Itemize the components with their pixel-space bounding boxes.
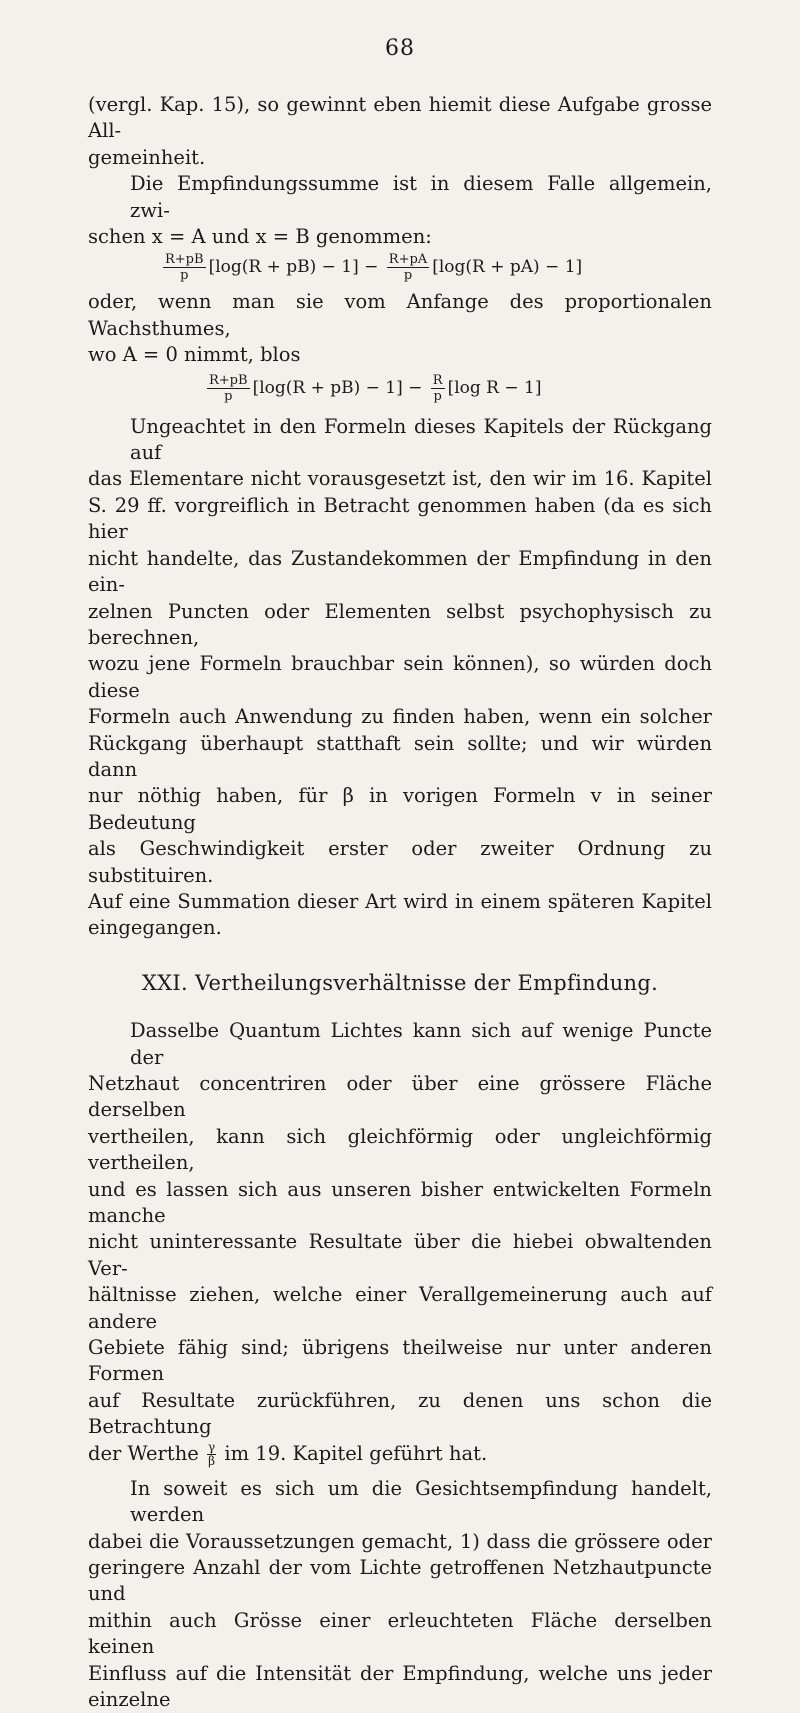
text-line: Ungeachtet in den Formeln dieses Kapitels der Rückgang auf [130,414,712,465]
fraction-denominator: p [433,388,442,404]
fraction [207,1441,216,1468]
page-body [88,92,712,1713]
fraction-denominator: p [224,388,233,404]
text-line: Netzhaut concentriren oder über eine grössere Fläche derselben [88,1072,712,1122]
fraction [207,373,250,404]
fraction-numerator: R+pB [209,372,248,388]
text-line: Dasselbe Quantum Lichtes kann sich auf wenige Puncte der [130,1019,712,1069]
text-line: nicht uninteressante Resultate über die hiebei obwaltenden Ver- [88,1230,712,1280]
text-line: Gebiete fähig sind; übrigens theilweise nur unter anderen Formen [88,1336,712,1386]
fraction [387,252,429,283]
fraction-denominator: p [180,268,189,284]
text-line: nur nöthig haben, für β in vorigen Formeln v in seiner Bedeutung [88,784,712,834]
text-fragment: im 19. Kapitel geführt hat. [224,1441,488,1465]
text-line: S. 29 ff. vorgreiflich in Betracht genommen haben (da es sich hier [88,493,712,544]
text-line: mithin auch Grösse einer erleuchteten Fläche derselben keinen [88,1608,712,1659]
text-line: vertheilen, kann sich gleichförmig oder ungleichförmig vertheilen, [88,1124,712,1175]
text-line: das Elementare nicht vorausgesetzt ist, den wir im 16. Kapitel [88,467,712,491]
page-number: 68 [385,36,415,61]
text-line: gemeinheit. [88,145,206,169]
formula-term: [log(R + pB) − 1] − [208,257,379,278]
fraction-denominator: p [403,268,413,284]
text-line: dabei die Voraussetzungen gemacht, 1) dass die grössere oder [88,1529,712,1553]
text-line: als Geschwindigkeit erster oder zweiter Ordnung zu substituiren. [88,837,712,887]
text-line: eingegangen. [88,916,222,940]
text-line: auf Resultate zurückführen, zu denen uns schon die Betrachtung [88,1388,712,1439]
formula-sum-general [88,252,712,283]
text-line: Formeln auch Anwendung zu finden haben, wenn ein solcher [88,705,712,729]
fraction-numerator: R+pA [388,252,428,268]
text-line-with-fraction [88,1441,712,1468]
text-line: zelnen Puncten oder Elementen selbst psychophysisch zu berechnen, [88,599,712,649]
text-line: nicht handelte, das Zustandekommen der Empfindung in den ein- [88,546,712,597]
text-line: Auf eine Summation dieser Art wird in einem späteren Kapitel [88,889,712,913]
fraction-numerator: R+pB [165,252,204,268]
chapter-heading: XXI. Vertheilungsverhältnisse der Empfindung. [141,970,659,995]
text-line: (vergl. Kap. 15), so gewinnt eben hiemit diese Aufgabe grosse All- [88,93,712,143]
text-line: Einfluss auf die Intensität der Empfindung, welche uns jeder einzelne [88,1661,712,1711]
text-line: wozu jene Formeln brauchbar sein können), so würden doch diese [88,652,712,702]
fraction [431,373,445,404]
text-line: In soweit es sich um die Gesichtsempfindung handelt, werden [130,1476,712,1527]
text-line: geringere Anzahl der vom Lichte getroffenen Netzhautpuncte und [88,1555,712,1606]
text-fragment: der Werthe [88,1441,199,1465]
text-line: hältnisse ziehen, welche einer Verallgemeinerung auch auf andere [88,1283,712,1333]
text-line: Rückgang überhaupt statthaft sein sollte; und wir würden dann [88,731,712,781]
text-line: und es lassen sich aus unseren bisher entwickelten Formeln manche [88,1177,712,1228]
text-line: Die Empfindungssumme ist in diesem Falle allgemein, zwi- [130,172,712,222]
fraction-numerator: γ [208,1439,216,1454]
fraction-denominator: β [208,1453,216,1468]
formula-term: [log(R + pB) − 1] − [252,377,423,398]
formula-term: [log R − 1] [447,377,542,398]
text-line: oder, wenn man sie vom Anfange des proportionalen Wachsthumes, [88,290,712,340]
fraction-numerator: R [432,372,443,388]
formula-sum-from-zero [88,373,712,404]
text-line: wo A = 0 nimmt, blos [88,343,301,367]
fraction [163,252,206,283]
formula-term: [log(R + pA) − 1] [432,257,583,278]
paragraph-gap [88,1468,712,1476]
text-line: schen x = A und x = B genommen: [88,225,432,249]
